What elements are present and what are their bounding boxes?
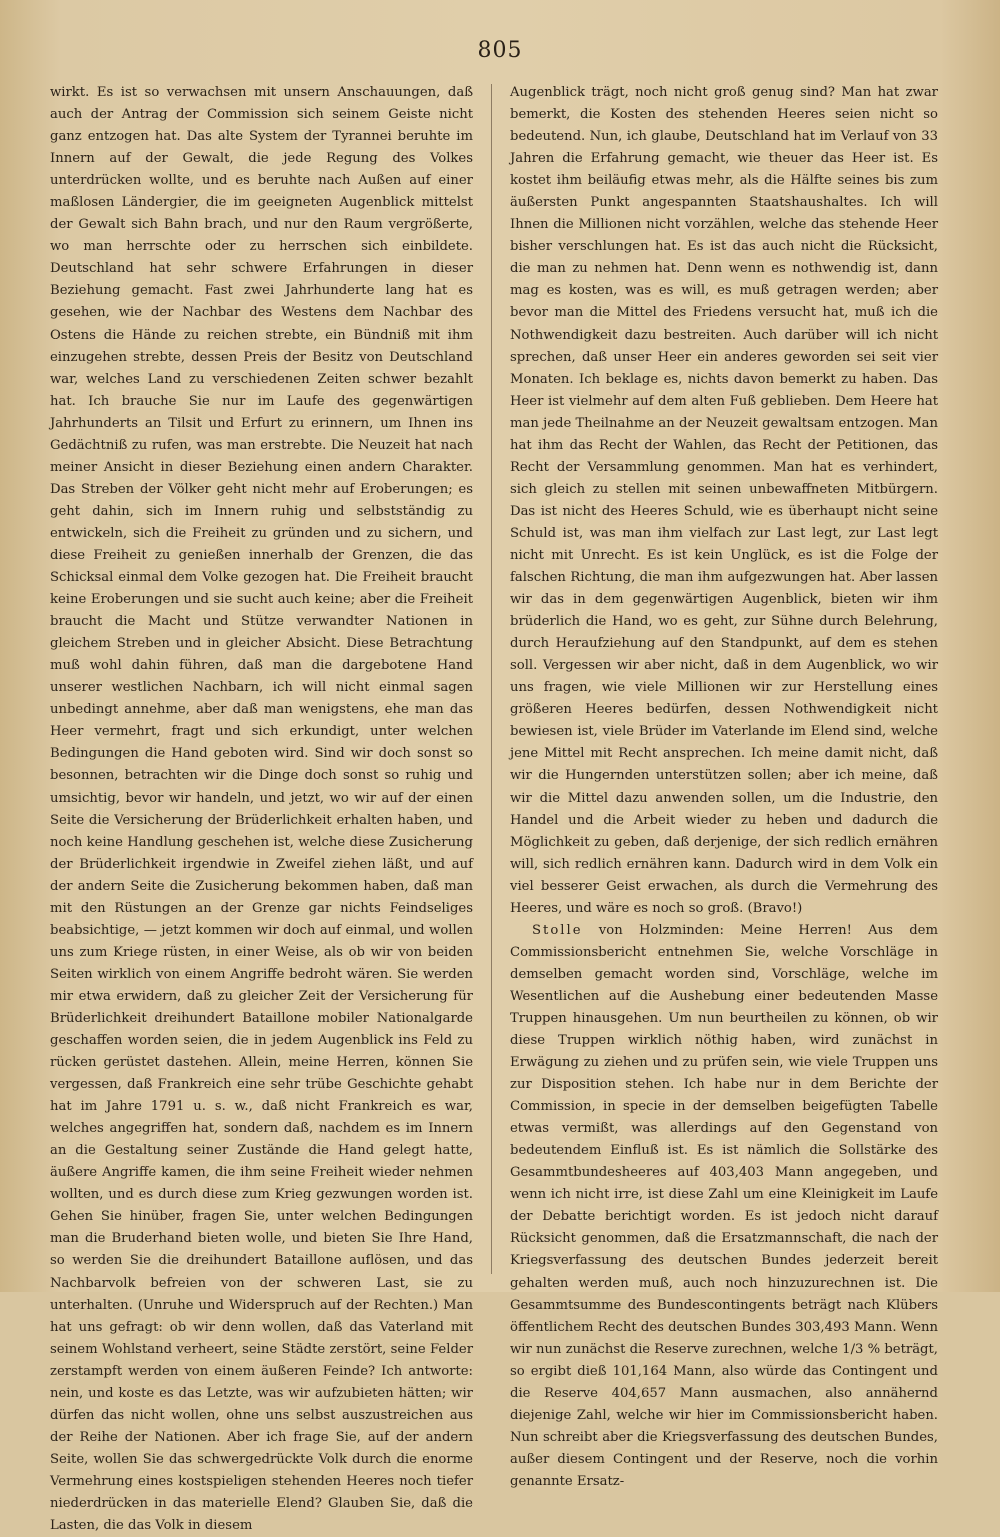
- column-divider: [491, 84, 492, 1274]
- left-column-text: wirkt. Es ist so verwachsen mit unsern Anschauungen, daß auch der Antrag der Commission sich seinem Geiste nicht ganz entzogen hat. Das alte System der Tyrannei beruhte im Innern auf der Gewalt, die jede Regung des Volkes unterdrücken wollte, und es beruhte nach Außen auf einer maßlosen Ländergier, die im geeigneten Augenblick mittelst der Gewalt sich Bahn brach, und nur den Raum vergrößerte, wo man herrschte oder zu herrschen sich einbildete. Deutschland hat sehr schwere Erfahrungen in dieser Beziehung gemacht. Fast zwei Jahrhunderte lang hat es gesehen, wie der Nachbar des Westens dem Nachbar des Ostens die Hände zu reichen strebte, ein Bündniß mit ihm einzugehen strebte, dessen Preis der Besitz von Deutschland war, welches Land zu verschiedenen Zeiten schwer bezahlt hat. Ich brauche Sie nur im Laufe des gegenwärtigen Jahrhunderts an Tilsit und Erfurt zu erinnern, um Ihnen ins Gedächtniß zu rufen, was man erstrebte. Die Neuzeit hat nach meiner Ansicht in dieser Beziehung einen andern Charakter. Das Streben der Völker geht nicht mehr auf Eroberungen; es geht dahin, sich im Innern ruhig und selbstständig zu entwickeln, sich die Freiheit zu gründen und zu sichern, und diese Freiheit zu genießen innerhalb der Grenzen, die das Schicksal einmal dem Volke gezogen hat. Die Freiheit braucht keine Eroberungen und sie sucht auch keine; aber die Freiheit braucht die Macht und Stütze verwandter Nationen in gleichem Streben und in gleicher Absicht. Diese Betrachtung muß wohl dahin führen, daß man die dargebotene Hand unserer westlichen Nachbarn, ich will nicht einmal sagen unbedingt annehme, aber daß man wenigstens, ehe man das Heer vermehrt, fragt und sich erkundigt, unter welchen Bedingungen die Hand geboten wird. Sind wir doch sonst so besonnen, betrachten wir die Dinge doch sonst so ruhig und umsichtig, bevor wir handeln, und jetzt, wo wir auf der einen Seite die Versicherung der Brüderlichkeit erhalten haben, und noch keine Handlung geschehen ist, welche diese Zusicherung der Brüderlichkeit irgendwie in Zweifel ziehen läßt, und auf der andern Seite die Zusicherung bekommen haben, daß man mit den Rüstungen an der Grenze gar nichts Feindseliges beabsichtige, — jetzt kommen wir doch auf einmal, und wollen uns zum Kriege rüsten, in einer Weise, als ob wir von beiden Seiten wirklich von einem Angriffe bedroht wären. Sie werden mir etwa erwidern, daß zu gleicher Zeit der Versicherung für Brüderlichkeit dreihundert Bataillone mobiler Nationalgarde geschaffen worden seien, die in jedem Augenblick ins Feld zu rücken gerüstet dastehen. Allein, meine Herren, können Sie vergessen, daß Frankreich eine sehr trübe Geschichte gehabt hat im Jahre 1791 u. s. w., daß nicht Frankreich es war, welches angegriffen hat, sondern daß, nachdem es im Innern an die Gestaltung seiner Zustände die Hand gelegt hatte, äußere Angriffe kamen, die ihm seine Freiheit wieder nehmen wollten, und es durch diese zum Krieg gezwungen worden ist. Gehen Sie hinüber, fragen Sie, unter welchen Bedingungen man die Bruderhand bieten wolle, und bieten Sie Ihre Hand, so werden Sie die dreihundert Bataillone auflösen, und das Nachbarvolk befreien von der schweren Last, sie zu unterhalten. (Unruhe und Widerspruch auf der Rechten.) Man hat uns gefragt: ob wir denn wollen, daß das Vaterland mit seinem Wohlstand verheert, seine Städte zerstört, seine Felder zerstampft werden von einem äußeren Feinde? Ich antworte: nein, und koste es das Letzte, was wir aufzubieten hätten; wir dürfen das nicht wollen, ohne uns selbst auszustreichen aus der Reihe der Nationen. Aber ich frage Sie, auf der andern Seite, wollen Sie das schwergedrückte Volk durch die enorme Vermehrung eines kostspieligen stehenden Heeres noch tiefer niederdrücken in das materielle Elend? Glauben Sie, daß die Lasten, die das Volk in diesem: [50, 85, 473, 1534]
- left-column: [50, 82, 473, 1534]
- right-column-text: Augenblick trägt, noch nicht groß genug sind? Man hat zwar bemerkt, die Kosten des stehenden Heeres seien nicht so bedeutend. Nun, ich glaube, Deutschland hat im Verlauf von 33 Jahren die Erfahrung gemacht, wie theuer das Heer ist. Es kostet ihm beiläufig etwas mehr, als die Hälfte seines bis zum äußersten Punkt angespannten Staatshaushaltes. Ich will Ihnen die Millionen nicht vorzählen, welche das stehende Heer bisher verschlungen hat. Es ist das auch nicht die Rücksicht, die man zu nehmen hat. Denn wenn es nothwendig ist, dann mag es kosten, was es will, es muß getragen werden; aber bevor man die Mittel des Friedens versucht hat, muß ich die Nothwendigkeit dazu bestreiten. Auch darüber will ich nicht sprechen, daß unser Heer ein anderes geworden sei seit vier Monaten. Ich beklage es, nichts davon bemerkt zu haben. Das Heer ist vielmehr auf dem alten Fuß geblieben. Dem Heere hat man jede Theilnahme an der Neuzeit gewaltsam entzogen. Man hat ihm das Recht der Wahlen, das Recht der Petitionen, das Recht der Versammlung genommen. Man hat es verhindert, sich gleich zu stellen mit seinen unbewaffneten Mitbürgern. Das ist nicht des Heeres Schuld, wie es überhaupt nicht seine Schuld ist, was man ihm vielfach zur Last legt, zur Last legt nicht mit Unrecht. Es ist kein Unglück, es ist die Folge der falschen Richtung, die man ihm aufgezwungen hat. Aber lassen wir das in dem gegenwärtigen Augenblick, bieten wir ihm brüderlich die Hand, wo es geht, zur Sühne durch Belehrung, durch Heraufziehung auf den Standpunkt, auf dem es stehen soll. Vergessen wir aber nicht, daß in dem Augenblick, wo wir uns fragen, wie viele Millionen wir zur Herstellung eines größeren Heeres bedürfen, dessen Nothwendigkeit nicht bewiesen ist, viele Brüder im Vaterlande im Elend sind, welche jene Mittel mit Recht ansprechen. Ich meine damit nicht, daß wir die Hungernden unterstützen sollen; aber ich meine, daß wir die Mittel dazu anwenden sollen, um die Industrie, den Handel und die Arbeit wieder zu heben und dadurch die Möglichkeit zu geben, daß derjenige, der sich redlich ernähren will, sich redlich ernähren kann. Dadurch wird in dem Volk ein viel besserer Geist erwachen, als durch die Vermehrung des Heeres, und wäre es noch so groß. (Bravo!): [510, 85, 938, 916]
- speaker-origin: von Holzminden:: [582, 922, 741, 938]
- speech-text: Meine Herren! Aus dem Commissionsbericht entnehmen Sie, welche Vorschläge in demselben gemacht worden sind, Vorschläge, welche im Wesentlichen auf die Aushebung einer bedeutenden Masse Truppen hinausgehen. Um nun beurtheilen zu können, ob wir diese Truppen wirklich nöthig haben, wird zunächst in Erwägung zu ziehen und zu prüfen sein, wie viele Truppen uns zur Disposition stehen. Ich habe nur in dem Berichte der Commission, in specie in der demselben beigefügten Tabelle etwas vermißt, was allerdings auf den Gegenstand von bedeutendem Einfluß ist. Es ist nämlich die Sollstärke des Gesammtbundesheeres auf 403,403 Mann angegeben, und wenn ich nicht irre, ist diese Zahl um eine Kleinigkeit im Laufe der Debatte berichtigt worden. Es ist jedoch nicht darauf Rücksicht genommen, daß die Ersatzmannschaft, die nach der Kriegsverfassung des deutschen Bundes jederzeit bereit gehalten werden muß, auch noch hinzuzurechnen ist. Die Gesammtsumme des Bundescontingents beträgt nach Klübers öffentlichem Recht des deutschen Bundes 303,493 Mann. Wenn wir nun zunächst die Reserve zurechnen, welche 1/3 % beträgt, so ergibt dieß 101,164 Mann, also würde das Contingent und die Reserve 404,657 Mann ausmachen, also annähernd diejenige Zahl, welche wir hier im Commissionsbericht haben. Nun schreibt aber die Kriegsverfassung des deutschen Bundes, außer diesem Contingent und der Reserve, noch die vorhin genannte Ersatz-: [510, 922, 938, 1489]
- page-number: 805: [477, 38, 523, 63]
- right-column: [510, 82, 938, 1489]
- speech-entry: [510, 920, 938, 1493]
- speaker-name: Stolle: [532, 922, 583, 938]
